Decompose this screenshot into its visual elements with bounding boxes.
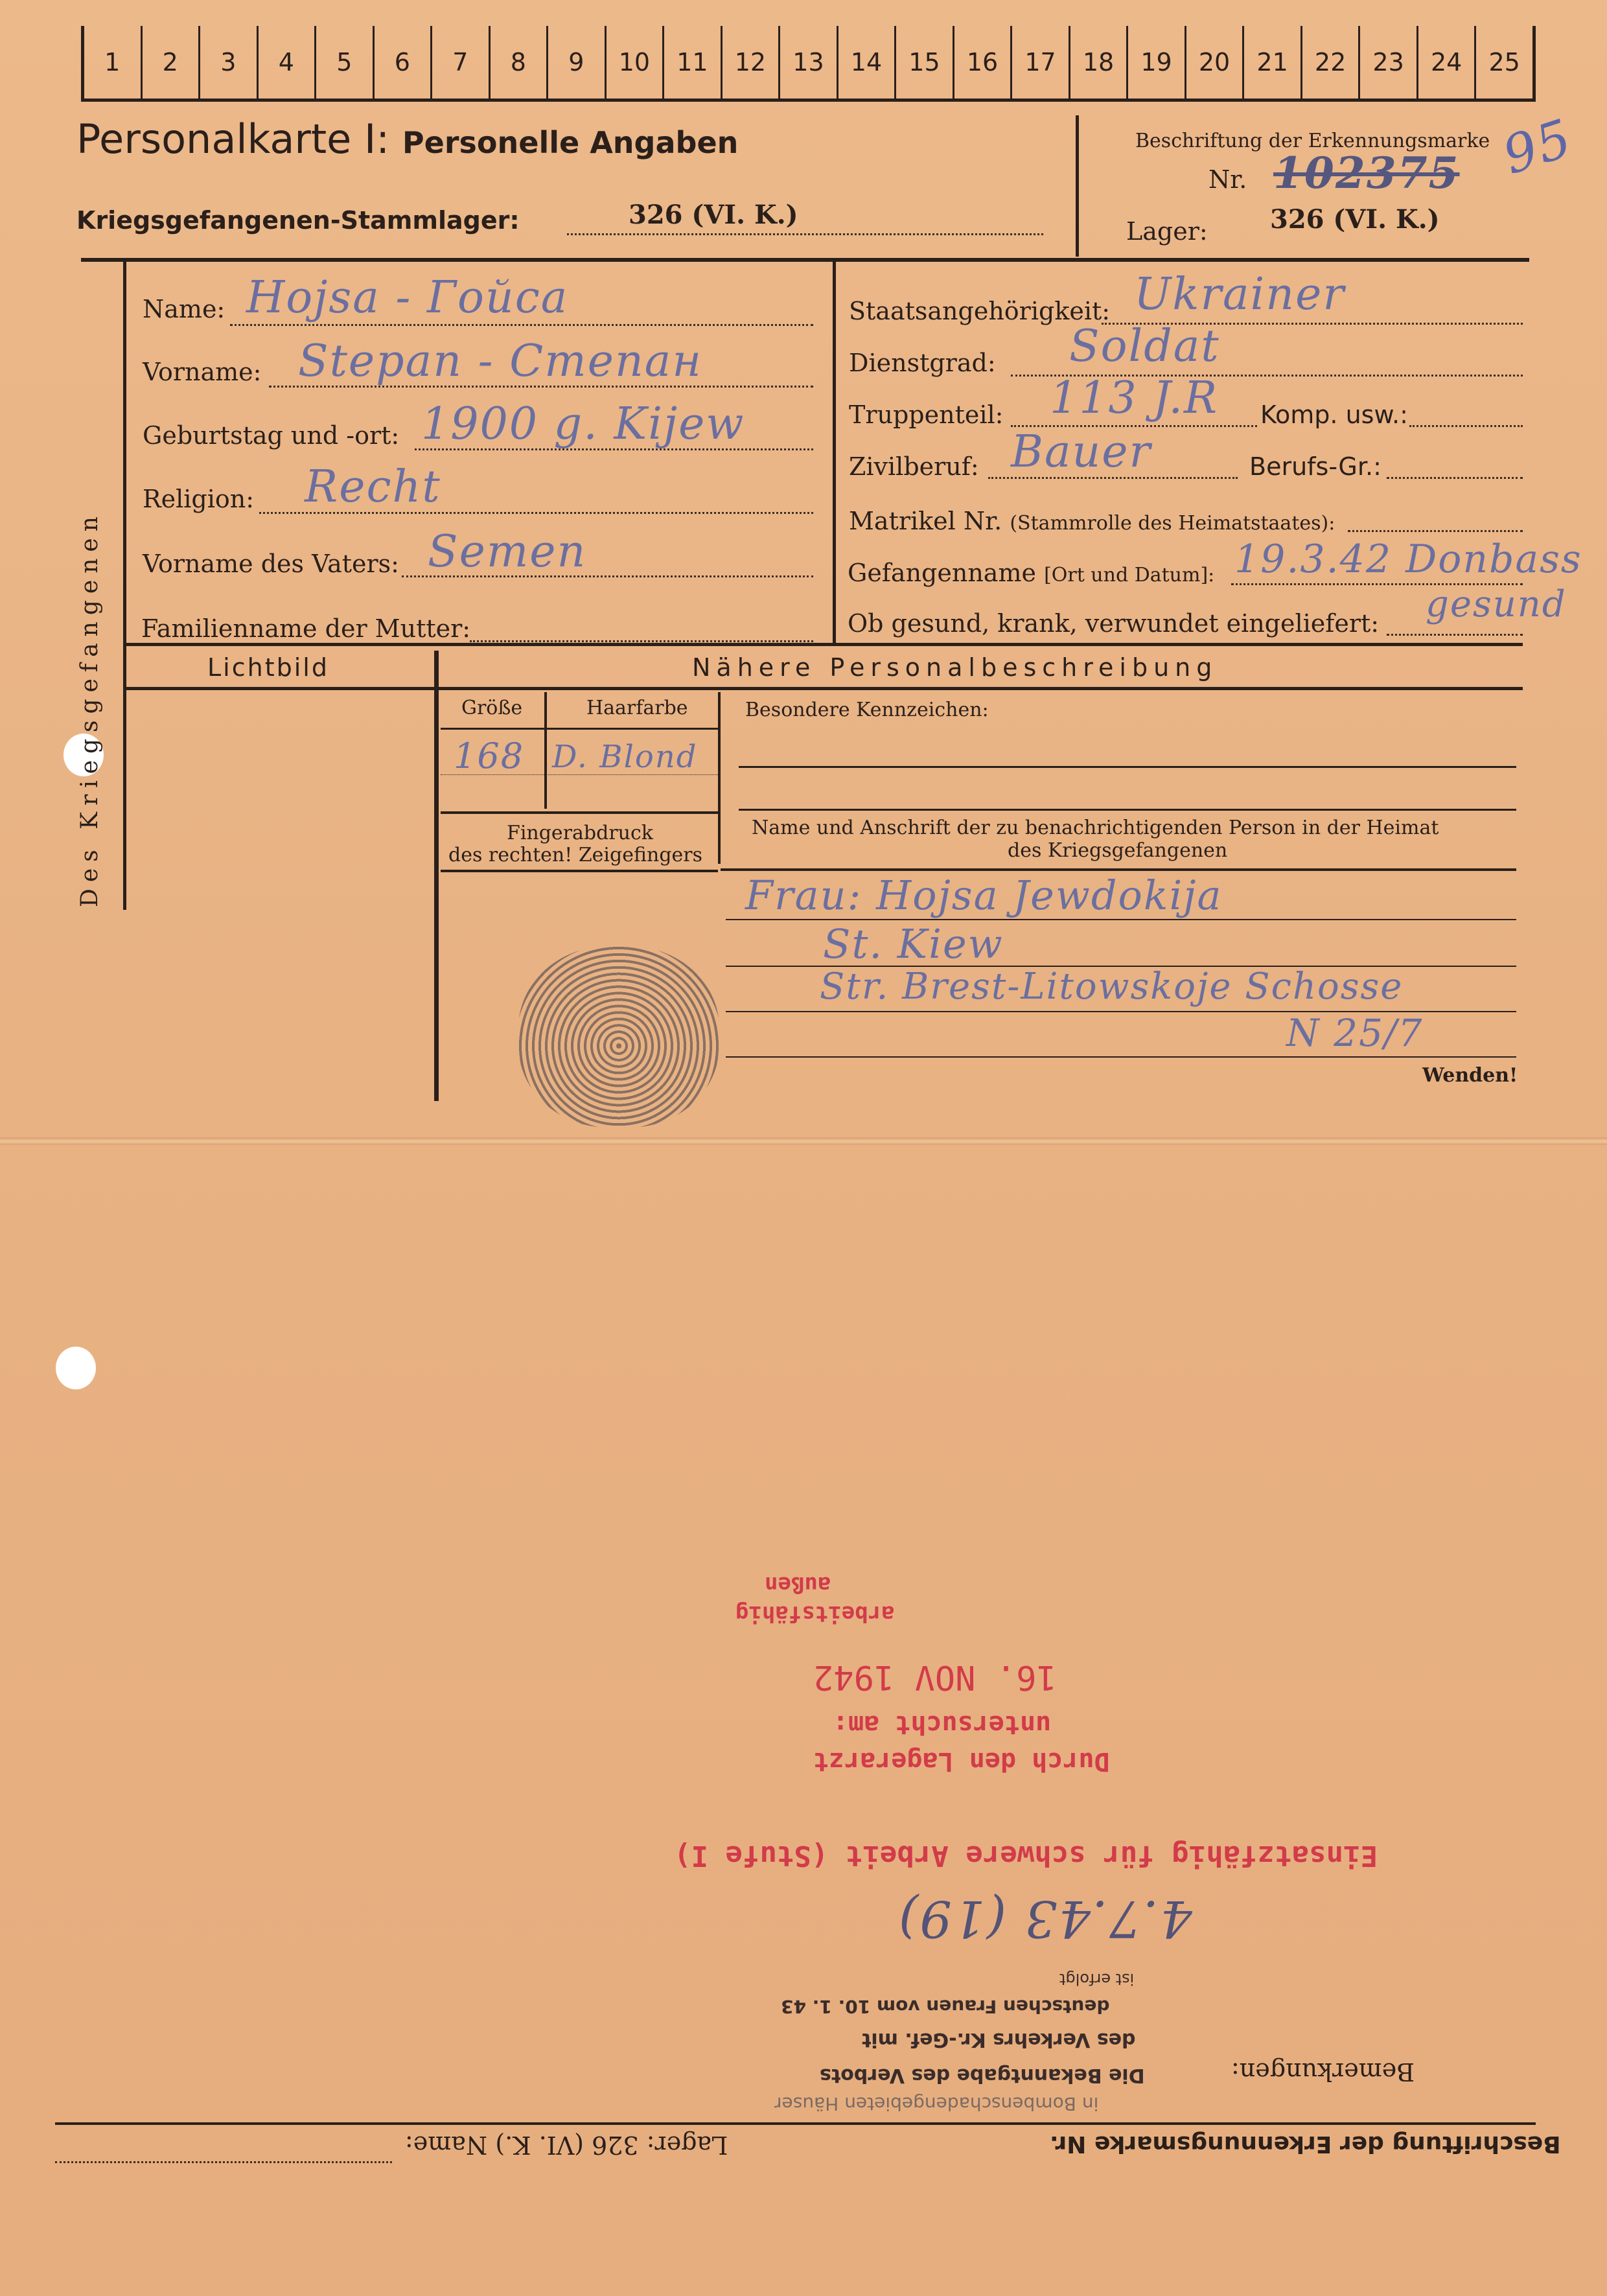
number-cell-14: 14 — [837, 26, 895, 99]
naehere-label: Nähere Personalbeschreibung — [692, 653, 1218, 682]
addr-line4 — [726, 1056, 1516, 1058]
religion-label: Religion: — [143, 485, 255, 513]
finger-line2: des rechten! Zeigefingers — [448, 844, 703, 866]
gesund-label: Ob gesund, krank, verwundet eingeliefert: — [848, 609, 1380, 638]
gesund-value: gesund — [1426, 583, 1567, 625]
number-cell-5: 5 — [314, 26, 373, 99]
header-divider — [1076, 115, 1079, 257]
bemerkungen-label: Bemerkungen: — [1231, 2058, 1415, 2086]
vorname-label: Vorname: — [143, 358, 262, 386]
komp-label: Komp. usw.: — [1260, 400, 1408, 429]
mutter-label: Familienname der Mutter: — [141, 614, 471, 643]
side-rule — [123, 262, 126, 910]
zivil-label: Zivilberuf: — [849, 452, 979, 481]
nr-label: Nr. — [1208, 165, 1247, 194]
number-cell-24: 24 — [1416, 26, 1475, 99]
back-bottom-rule — [55, 2122, 1536, 2125]
header-rule — [81, 258, 1529, 262]
stamp-einsatz: Einsatzfähig für schwere Arbeit (Stufe I) — [674, 1839, 1378, 1872]
punch-hole-lower — [56, 1347, 96, 1389]
anschrift-rule — [721, 868, 1516, 871]
number-cell-17: 17 — [1010, 26, 1069, 99]
geburt-value: 1900 g. Kijew — [421, 399, 745, 450]
haarfarbe-label: Haarfarbe — [586, 697, 688, 719]
stamp-arbeits2: außen — [765, 1571, 831, 1597]
nr-value: 102375 — [1273, 148, 1460, 198]
addr-value2: St. Kiew — [823, 920, 1004, 968]
matrikel-dots — [1348, 530, 1523, 532]
number-row — [81, 26, 1536, 102]
name-value: Hojsa - Гойса — [246, 272, 569, 323]
groesse-value-rule — [441, 774, 718, 777]
berufs-dots — [1387, 477, 1523, 479]
stamp-date: 16. NOV 1942 — [813, 1658, 1057, 1697]
gefangen-value: 19.3.42 Donbass — [1234, 537, 1582, 582]
faint-stamp: in Bombenschadengebieten Häuser — [774, 2093, 1099, 2115]
stamp-arbeits: arbeitsfähig — [735, 1601, 895, 1627]
back-lager-label: Lager: 326 (VI. K.) Name: — [405, 2131, 728, 2159]
kennzeichen-label: Besondere Kennzeichen: — [745, 699, 989, 721]
geburt-label: Geburtstag und -ort: — [143, 421, 400, 450]
stammlager-label: Kriegsgefangenen-Stammlager: — [76, 206, 520, 235]
staat-label: Staatsangehörigkeit: — [849, 297, 1111, 325]
fingerprint — [518, 946, 719, 1128]
number-cell-2: 2 — [141, 26, 199, 99]
gefangen-text: Gefangenname — [848, 559, 1036, 587]
anschrift-line2: des Kriegsgefangenen — [1008, 839, 1228, 862]
religion-value: Recht — [305, 461, 441, 513]
matrikel-text: Matrikel Nr. — [849, 507, 1002, 535]
dienst-value: Soldat — [1069, 321, 1220, 372]
groesse-header-rule — [441, 728, 718, 730]
number-cell-10: 10 — [605, 26, 663, 99]
finger-top-rule — [441, 811, 718, 814]
addr-value4: N 25/7 — [1286, 1011, 1424, 1055]
kennzeichen-line1 — [739, 766, 1516, 768]
back-date: 4.7.43 (19) — [897, 1889, 1192, 1947]
card-fold — [0, 1137, 1607, 1145]
zivil-value: Bauer — [1011, 426, 1152, 478]
vorname-value: Stepan - Степан — [298, 336, 703, 387]
number-cell-3: 3 — [198, 26, 257, 99]
number-cell-12: 12 — [721, 26, 779, 99]
stammlager-value: 326 (VI. K.) — [629, 200, 798, 230]
lager-value: 326 (VI. K.) — [1270, 204, 1440, 235]
photo-divider — [434, 651, 439, 1101]
truppe-value: 113 J.R — [1050, 373, 1219, 424]
berufs-label: Berufs-Gr.: — [1249, 452, 1382, 481]
number-cell-21: 21 — [1242, 26, 1301, 99]
staat-value: Ukrainer — [1134, 269, 1345, 320]
wenden-label: Wenden! — [1422, 1064, 1518, 1087]
finger-line1: Fingerabdruck — [507, 822, 653, 844]
number-cell-11: 11 — [662, 26, 721, 99]
number-cell-4: 4 — [257, 26, 315, 99]
stamp-lager: Durch den Lagerarzt — [813, 1746, 1110, 1776]
number-cell-18: 18 — [1069, 26, 1127, 99]
verbot-line2: des Verkehrs Kr.-Gef. mit — [862, 2028, 1136, 2051]
lower-top-rule — [123, 687, 1523, 690]
stammlager-dots — [567, 233, 1043, 235]
komp-dots — [1409, 425, 1523, 427]
addr-value1: Frau: Hojsa Jewdokija — [745, 872, 1223, 919]
verbot-line4: ist erfolgt — [1059, 1970, 1135, 1988]
lichtbild-label: Lichtbild — [207, 653, 329, 682]
gesund-dots — [1387, 634, 1523, 636]
erkennung-label: Beschriftung der Erkennungsmarke — [1135, 130, 1490, 152]
finger-bottom-rule — [441, 870, 718, 872]
number-cell-22: 22 — [1301, 26, 1359, 99]
name-label: Name: — [143, 295, 225, 323]
back-name-dots — [55, 2161, 392, 2163]
title-sub: Personelle Angaben — [402, 125, 739, 160]
anschrift-line1: Name und Anschrift der zu benachrichtigenden Person in der Heimat — [752, 817, 1439, 839]
number-cell-9: 9 — [546, 26, 605, 99]
side-label: Des Kriegsgefangenen — [76, 510, 103, 907]
number-cell-19: 19 — [1126, 26, 1185, 99]
kennzeichen-line2 — [739, 809, 1516, 811]
number-cell-23: 23 — [1358, 26, 1416, 99]
matrikel-label — [849, 507, 1335, 535]
gefangen-label — [848, 559, 1214, 587]
lower-mid-divider — [718, 692, 721, 864]
verbot-line3: deutschen Frauen vom 10. 1. 43 — [781, 1996, 1110, 2017]
stamp-unters: untersucht am: — [833, 1710, 1052, 1739]
title-main: Personalkarte I: — [76, 115, 390, 163]
back-erkennung-label: Beschriftung der Erkennungsmarke Nr. — [1050, 2131, 1561, 2157]
vater-label: Vorname des Vaters: — [143, 550, 399, 578]
fields-rule — [123, 643, 1523, 646]
number-cell-15: 15 — [894, 26, 953, 99]
number-cell-20: 20 — [1185, 26, 1243, 99]
vater-value: Semen — [428, 526, 587, 577]
mutter-dots — [470, 640, 813, 642]
addr-value3: Str. Brest-Litowskoje Schosse — [820, 966, 1404, 1008]
number-cell-25: 25 — [1474, 26, 1532, 99]
haarfarbe-value: D. Blond — [552, 739, 698, 775]
gefangen-note: [Ort und Datum]: — [1044, 564, 1215, 586]
number-cell-7: 7 — [430, 26, 489, 99]
groesse-value: 168 — [454, 736, 525, 776]
card-title — [76, 115, 738, 163]
truppe-label: Truppenteil: — [849, 400, 1004, 429]
verbot-line1: Die Bekanntgabe des Verbots — [820, 2064, 1145, 2087]
groesse-divider — [544, 692, 547, 809]
number-cell-8: 8 — [489, 26, 547, 99]
number-cell-6: 6 — [373, 26, 431, 99]
name-dots — [230, 324, 813, 326]
groesse-label: Größe — [461, 697, 523, 719]
number-cell-16: 16 — [953, 26, 1011, 99]
dienst-label: Dienstgrad: — [849, 349, 996, 377]
mid-rule — [833, 262, 836, 644]
number-cell-1: 1 — [104, 48, 121, 76]
lager-label: Lager: — [1126, 217, 1208, 246]
matrikel-note: (Stammrolle des Heimatstaates): — [1010, 512, 1335, 535]
nr-note: 95 — [1496, 107, 1580, 187]
number-cell-13: 13 — [778, 26, 837, 99]
